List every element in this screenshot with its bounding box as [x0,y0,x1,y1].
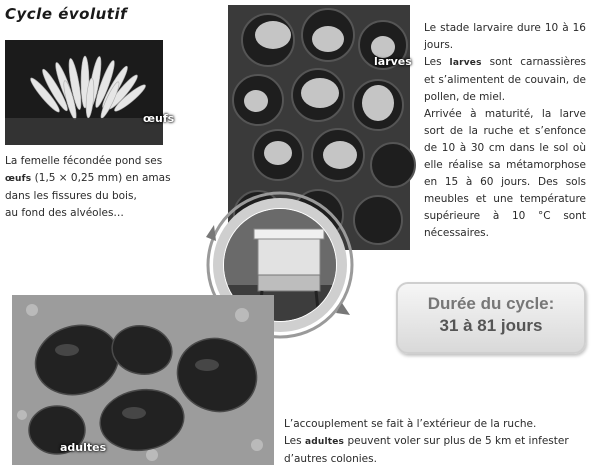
adults-word: adultes [304,437,345,447]
larvae-label: larves [374,55,412,68]
cycle-duration-box [396,282,586,354]
larvae-description: Le stade larvaire dure 10 à 16 jours. Les larves sont carnassières et s’alimentent de couvain, de pollen, de miel. Arrivée à maturité, la larve sort de la ruche et s’enfonce de 10 à 30 cm dans le sol où elle réalise sa métamorphose en 15 à 60 jours. Des sols meubles et une température supérieure à 10 °C sont nécessaires. [424,20,586,242]
larvae-word: larves [449,58,482,68]
adults-photo [12,295,274,465]
larvae-paragraph-3: Arrivée à maturité, la larve sort de la ruche et s’enfonce de 10 à 30 cm dans le sol où elle réalise sa métamorphose en 15 à 60 jours. Des sols meubles et une température supérieure à 10 °C sont nécessaires. [424,108,586,239]
eggs-photo [5,40,175,145]
eggs-line-3: dans les fissures du bois, [5,190,137,202]
adults-line-3: d’autres colonies. [284,453,377,465]
eggs-label: œufs [143,112,175,125]
duration-value: 31 à 81 jours [439,316,543,335]
duration-label: Durée du cycle: [427,294,555,313]
eggs-line-1: La femelle fécondée pond ses [5,155,163,167]
adults-description: L’accouplement se fait à l’extérieur de la ruche. Les adultes peuvent voler sur plus de 5 km et infester d’autres colonies. [284,416,594,468]
larvae-paragraph-1: Le stade larvaire dure 10 à 16 jours. [424,22,586,51]
page-title: Cycle évolutif [5,5,128,23]
adults-label: adultes [60,441,107,454]
eggs-description [5,153,205,222]
eggs-line-4: au fond des alvéoles… [5,207,124,219]
adults-line-1: L’accouplement se fait à l’extérieur de la ruche. [284,418,537,430]
eggs-word: œufs [5,174,32,184]
eggs-line-2: (1,5 × 0,25 mm) en amas [31,172,171,184]
